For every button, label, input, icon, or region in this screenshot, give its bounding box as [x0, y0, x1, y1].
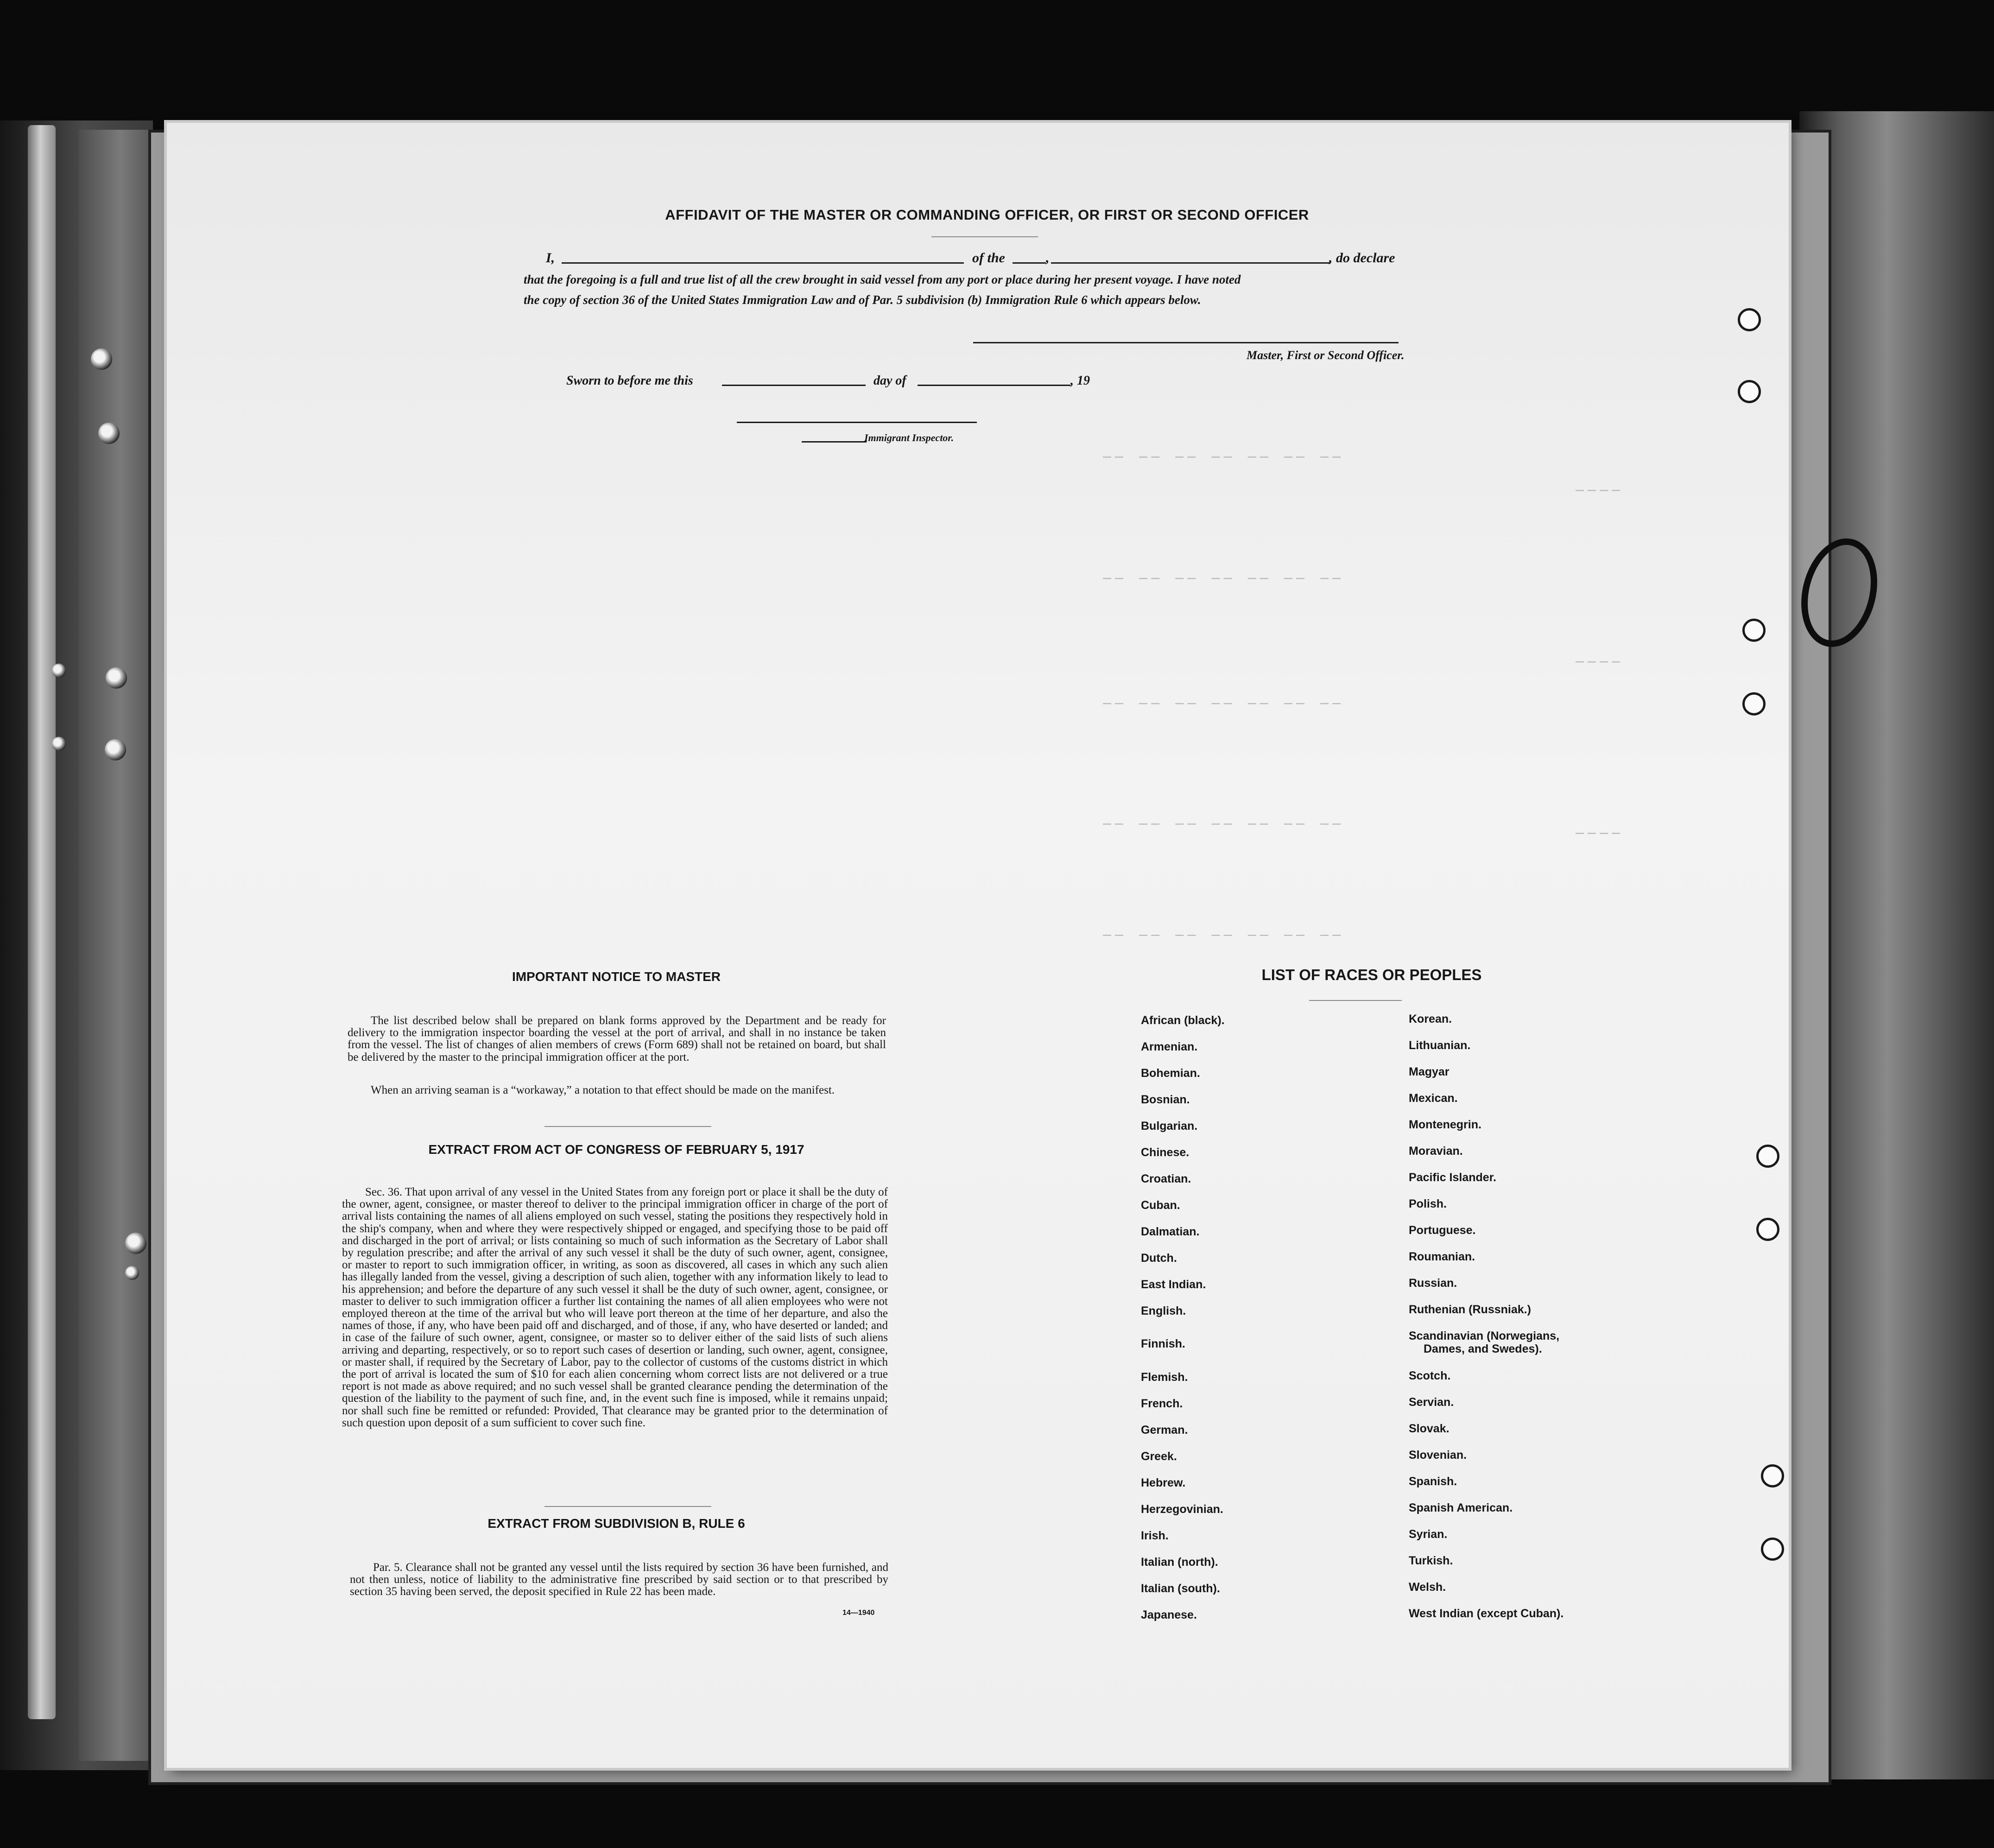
race-item: Herzegovinian. [1141, 1503, 1223, 1516]
inspector-name-blank[interactable] [802, 441, 867, 443]
race-item: Ruthenian (Russniak.) [1409, 1303, 1531, 1316]
notice-paragraph-2 [348, 1084, 886, 1096]
race-item: Spanish American. [1409, 1501, 1513, 1514]
race-item: Dames, and Swedes). [1424, 1342, 1542, 1355]
divider [931, 236, 1038, 237]
bleed-through-marks: ———— [1576, 825, 1624, 841]
race-item: Italian (south). [1141, 1582, 1220, 1595]
signature-line[interactable] [973, 342, 1399, 343]
inspector-signature-line[interactable] [737, 422, 977, 423]
bleed-through-marks: —— —— —— —— —— —— —— [1103, 695, 1345, 711]
vessel-blank-2[interactable] [1051, 262, 1330, 264]
punch-hole [1738, 308, 1761, 331]
race-item: Montenegrin. [1409, 1118, 1481, 1131]
rule6-paragraph-text: Par. 5. Clearance shall not be granted any vessel until the lists required by section 36 have been furnished, and not then unless, notice of liability to the administrative fine prescribed by said section or to that prescribed by section 35 having been served, the deposit specified in Rule 22 has been made. [350, 1561, 888, 1598]
race-item: Slovenian. [1409, 1449, 1467, 1462]
binder-rivet [98, 423, 120, 444]
binder-rivet [125, 1233, 146, 1254]
inspector-label: Immigrant Inspector. [864, 432, 954, 443]
race-item: Greek. [1141, 1450, 1177, 1463]
divider [544, 1126, 711, 1127]
race-item: Korean. [1409, 1013, 1452, 1025]
master-name-blank[interactable] [562, 262, 964, 264]
race-item: French. [1141, 1397, 1183, 1410]
notice-heading: IMPORTANT NOTICE TO MASTER [512, 969, 721, 984]
race-item: Slovak. [1409, 1422, 1450, 1435]
race-item: Portuguese. [1409, 1224, 1476, 1237]
race-item: Spanish. [1409, 1475, 1457, 1488]
race-item: Armenian. [1141, 1040, 1198, 1053]
bleed-through-marks: —— —— —— —— —— —— —— [1103, 927, 1345, 943]
binder-rivet [91, 348, 112, 370]
binder-rivet [52, 737, 66, 751]
bleed-through-marks: ———— [1576, 482, 1624, 498]
vessel-blank-1[interactable] [1013, 262, 1046, 264]
binder-strip [28, 125, 56, 1719]
binder-rivet [52, 664, 66, 677]
affidavit-declare: , do declare [1329, 250, 1395, 266]
notice-paragraph-2-text: When an arriving seaman is a “workaway,” a notation to that effect should be made on the manifest. [371, 1084, 835, 1096]
binder-edge [79, 130, 148, 1761]
form-number: 14—1940 [842, 1609, 875, 1617]
bleed-through-marks: ———— [1576, 653, 1624, 670]
race-item: Italian (north). [1141, 1556, 1218, 1569]
race-item: Roumanian. [1409, 1250, 1475, 1263]
sworn-day-of: day of [874, 373, 906, 388]
bleed-through-marks: —— —— —— —— —— —— —— [1103, 449, 1345, 465]
race-item: Dalmatian. [1141, 1225, 1200, 1238]
divider [544, 1506, 711, 1507]
notice-paragraph-1-text: The list described below shall be prepared on blank forms approved by the Department and be ready for delivery to the immigration inspector boarding the vessel at the port of arrival, and shall in no instance be taken from the vessel. The list of changes of alien members of crews (Form 689) shall not be retained on board, but shall be delivered by the master to the principal immigration officer at the port. [348, 1014, 886, 1063]
race-item: Lithuanian. [1409, 1039, 1471, 1052]
race-item: German. [1141, 1424, 1188, 1437]
affidavit-line-2: that the foregoing is a full and true list of all the crew brought in said vessel from any port or place during her present voyage. I have noted [524, 272, 1241, 286]
race-item: Cuban. [1141, 1199, 1180, 1212]
race-item: West Indian (except Cuban). [1409, 1607, 1564, 1620]
race-item: African (black). [1141, 1014, 1225, 1027]
act-heading: EXTRACT FROM ACT OF CONGRESS OF FEBRUARY 5, 1917 [428, 1142, 804, 1157]
punch-hole [1738, 380, 1761, 403]
race-item: Flemish. [1141, 1371, 1188, 1384]
race-item: Hebrew. [1141, 1476, 1186, 1489]
race-item: East Indian. [1141, 1278, 1206, 1291]
affidavit-of-the: of the [972, 250, 1005, 266]
sworn-prefix: Sworn to before me this [566, 373, 693, 388]
race-item: Croatian. [1141, 1172, 1191, 1185]
rule6-heading: EXTRACT FROM SUBDIVISION B, RULE 6 [487, 1516, 745, 1531]
affidavit-title: AFFIDAVIT OF THE MASTER OR COMMANDING OFFICER, OR FIRST OR SECOND OFFICER [665, 207, 1309, 223]
race-item: Bosnian. [1141, 1093, 1190, 1106]
race-item: Magyar [1409, 1065, 1450, 1078]
punch-hole [1761, 1538, 1784, 1561]
race-item: Chinese. [1141, 1146, 1190, 1159]
binder-rivet [106, 667, 127, 689]
sworn-date-blank[interactable] [722, 385, 866, 386]
act-section-36-text: Sec. 36. That upon arrival of any vessel in the United States from any foreign port or place it shall be the duty of the owner, agent, consignee, or master thereof to deliver to the principal immigration officer in charge of the port of arrival lists containing the names of all aliens employed on such vessel, stating the positions they respectively hold in the ship's company, when and where they were respectively shipped or engaged, and specifying those to be paid off and discharged in the port of arrival; or lists containing so much of such information as the Secretary of Labor shall by regulation prescribe; and after the arrival of any such vessel it shall be the duty of such owner, agent, consignee, or master to report to such immigration officer, in writing, as soon as discovered, all cases in which any such alien has illegally landed from the vessel, giving a description of such alien, together with any information likely to lead to his apprehension; and before the departure of any such vessel it shall be the duty of such owner, agent, consignee, or master to deliver to such immigration officer a further list containing the names of all alien employees who were not employed thereon at the time of the arrival but who will leave port thereon at the time of her departure, and also the names of those, if any, who have been paid off and discharged, and of those, if any, who have deserted or landed; and in case of the failure of such owner, agent, consignee, or master so to deliver either of the said lists of such aliens arriving and departing, respectively, or so to report such cases of desertion or landing, such owner, agent, consignee, or master shall, if required by the Secretary of Labor, pay to the collector of customs of the customs district in which the port of arrival is located the sum of $10 for each alien concerning whom correct lists are not delivered or a true report is not made as above required; and no such vessel shall be granted clearance pending the determination of the question of the liability to the payment of such fine, and, in the event such fine is imposed, while it remains unpaid; nor shall such fine be remitted or refunded: Provided, That clearance may be granted prior to the determination of such question upon deposit of a sum sufficient to cover such fine. [342, 1186, 888, 1429]
race-item: Servian. [1409, 1396, 1454, 1409]
race-item: Welsh. [1409, 1581, 1446, 1594]
affidavit-comma: , [1046, 250, 1050, 266]
bleed-through-marks: —— —— —— —— —— —— —— [1103, 570, 1345, 586]
sworn-year: , 19 [1070, 373, 1090, 388]
race-item: Scandinavian (Norwegians, [1409, 1329, 1560, 1342]
divider [1309, 1000, 1402, 1001]
race-item: English. [1141, 1304, 1186, 1317]
race-item: Japanese. [1141, 1608, 1197, 1621]
affidavit-i: I, [546, 250, 555, 266]
binder-rivet [105, 739, 126, 760]
race-item: Scotch. [1409, 1369, 1451, 1382]
act-section-36 [342, 1186, 888, 1429]
race-item: Pacific Islander. [1409, 1171, 1496, 1184]
punch-hole [1742, 692, 1766, 715]
race-item: Moravian. [1409, 1145, 1463, 1158]
race-item: Bohemian. [1141, 1067, 1200, 1080]
binder-rivet [125, 1266, 139, 1280]
punch-hole [1756, 1145, 1779, 1168]
races-title: LIST OF RACES OR PEOPLES [1261, 966, 1482, 983]
punch-hole [1761, 1464, 1784, 1487]
bleed-through-marks: —— —— —— —— —— —— —— [1103, 816, 1345, 832]
race-item: Irish. [1141, 1529, 1169, 1542]
rule6-paragraph [350, 1562, 888, 1598]
notice-paragraph-1 [348, 1015, 886, 1063]
race-item: Dutch. [1141, 1252, 1177, 1265]
sworn-month-blank[interactable] [918, 385, 1070, 386]
affidavit-line-3: the copy of section 36 of the United States Immigration Law and of Par. 5 subdivision (b) Immigration Rule 6 which appears below. [524, 293, 1201, 307]
race-item: Turkish. [1409, 1554, 1453, 1567]
race-item: Bulgarian. [1141, 1120, 1198, 1133]
punch-hole [1756, 1218, 1779, 1241]
race-item: Finnish. [1141, 1337, 1185, 1350]
punch-hole [1742, 619, 1766, 642]
race-item: Syrian. [1409, 1528, 1448, 1541]
signature-label: Master, First or Second Officer. [1247, 348, 1405, 362]
race-item: Mexican. [1409, 1092, 1458, 1105]
race-item: Russian. [1409, 1277, 1457, 1290]
race-item: Polish. [1409, 1197, 1447, 1210]
